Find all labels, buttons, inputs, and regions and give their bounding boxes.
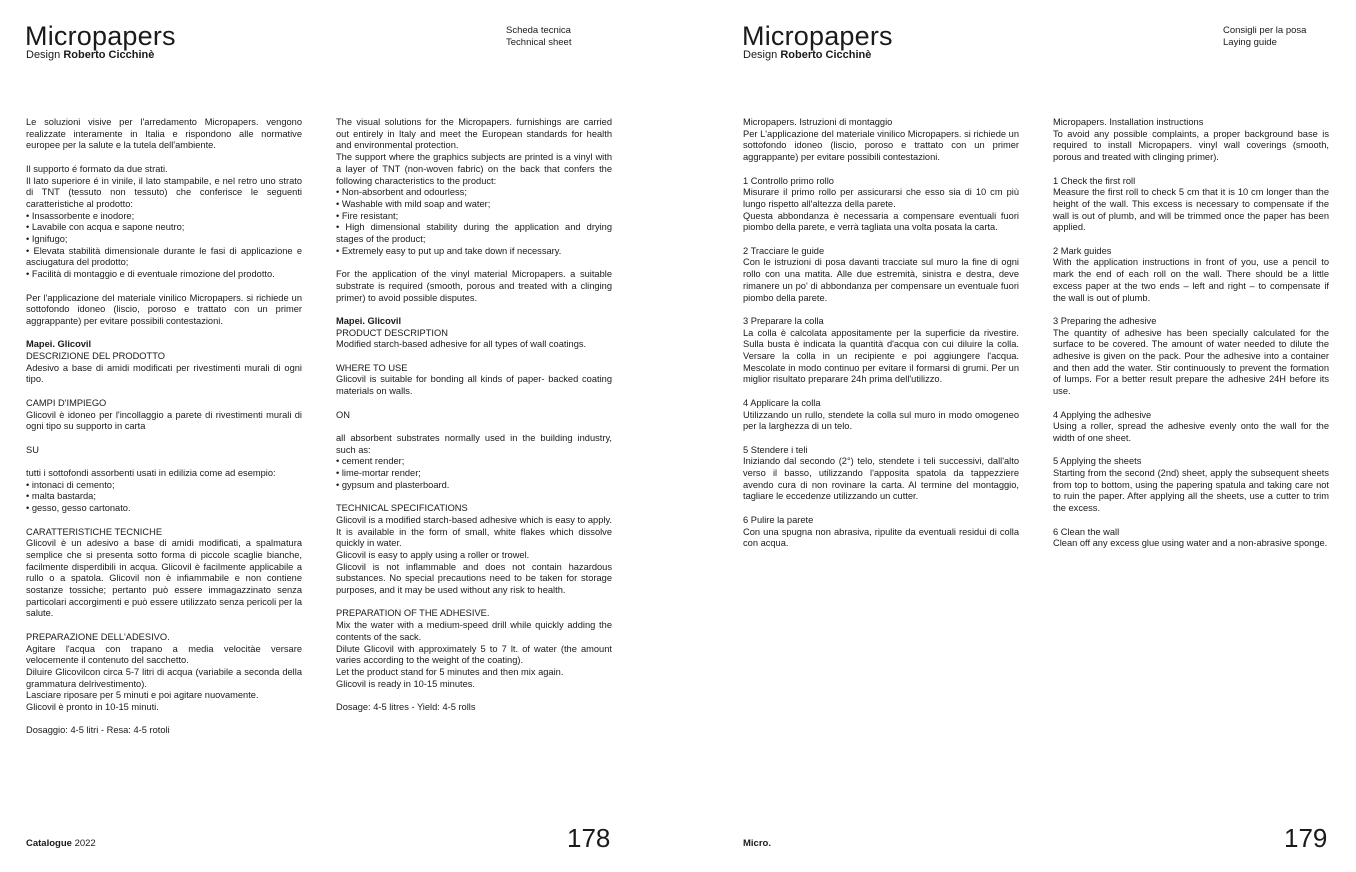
text-line: Glicovil è un adesivo a base di amidi modificati, a spalmatura semplice che si presenta sotto forma di piccole scaglie bianche, facilmente disperdibili in acqua. Glicovil è facilmente applicabile a rullo o a spatola. Glicovil non è infiammabile e non contiene sostanze tossiche; pertanto può essere immagazzinato senza particolari accorgimenti e può essere utilizzato senza pericoli per la salute.	[26, 538, 302, 619]
text-line: PRODUCT DESCRIPTION	[336, 327, 448, 338]
footer-year: 2022	[74, 838, 96, 849]
text-line: • Fire resistant;	[336, 210, 399, 221]
text-line: • gesso, gesso cartonato.	[26, 503, 131, 514]
text-line: 2 Mark guides	[1053, 245, 1112, 256]
text-line: • Elevata stabilità dimensionale durante le fasi di applicazione e asciugatura del prodotto;	[26, 245, 302, 268]
paragraph	[1053, 176, 1329, 235]
text-line: Micropapers. Istruzioni di montaggio	[743, 117, 893, 127]
text-line: 1 Controllo primo rollo	[743, 175, 834, 186]
text-line: • Washable with mild soap and water;	[336, 198, 491, 209]
text-line: Per l'applicazione del materiale vinilico Micropapers. si richiede un sottofondo idoneo (liscio, poroso e trattato con un primer aggrappante) per evitare possibili contestazioni.	[26, 292, 302, 326]
designer-name: Roberto Cicchinè	[780, 49, 872, 61]
paragraph	[743, 515, 1019, 550]
text-line: The quantity of adhesive has been specially calculated for the surface to be covered. The amount of water needed to dilute the adhesive is given on the pack. Pour the adhesive into a container and then add the water. Stir continuously to prevent the formation of lumps. For a better result prepare the adhesive 24H before its use.	[1053, 327, 1329, 397]
text-line: Micropapers. Installation instructions	[1053, 117, 1204, 127]
text-line: La colla è calcolata appositamente per la superficie da rivestire. Sulla busta è indicata la quantità d'acqua con cui diluire la colla. Versare la colla in un recipiente e poi aggiungere l'acqua. Mescolate in modo continuo per evitare il formarsi di grumi. Per un miglior risultato preparare 24h prima dell'utilizzo.	[743, 327, 1019, 385]
paragraph	[743, 398, 1019, 433]
text-line: SU	[26, 444, 39, 455]
paragraph	[743, 316, 1019, 386]
sheet-label	[1223, 25, 1306, 49]
text-line: • Non-absorbent and odourless;	[336, 187, 467, 198]
paragraph	[743, 176, 1019, 235]
text-line: 4 Applicare la colla	[743, 397, 821, 408]
text-line: Glicovil is easy to apply using a roller or trowel.	[336, 549, 530, 560]
text-line: • intonaci di cemento;	[26, 479, 115, 490]
text-line: Con una spugna non abrasiva, ripulite da eventuali residui di colla con acqua.	[743, 526, 1019, 549]
text-line: all absorbent substrates normally used in the building industry, such as:	[336, 432, 612, 455]
text-line: Il lato superiore é in vinile, il lato stampabile, e nel retro uno strato di TNT (tessuto non tessuto) che conferisce le seguenti caratteristiche al prodotto:	[26, 175, 302, 209]
text-line: • cement render;	[336, 456, 405, 467]
text-line: 6 Pulire la parete	[743, 514, 814, 525]
paragraph	[1053, 410, 1329, 445]
paragraph	[26, 398, 302, 433]
text-line: CAMPI D'IMPIEGO	[26, 397, 107, 408]
page-number: 178	[567, 823, 611, 853]
text-line: To avoid any possible complaints, a proper background base is required to install Micropapers. vinyl wall coverings (smooth, porous and treated with clinging primer).	[1053, 128, 1329, 163]
text-line: 5 Applying the sheets	[1053, 456, 1142, 467]
paragraph	[1053, 117, 1329, 164]
text-line: Using a roller, spread the adhesive evenly onto the wall for the width of one sheet.	[1053, 421, 1329, 443]
text-line: TECHNICAL SPECIFICATIONS	[336, 503, 468, 514]
text-line: Glicovil è idoneo per l'incollaggio a parete di rivestimenti murali di ogni tipo su supporto in carta	[26, 409, 302, 432]
text-line: Starting from the second (2nd) sheet, apply the subsequent sheets from top to bottom, using the papering spatula and taking care not to ruin the paper. After applying all the sheets, use a cutter to trim the excess.	[1053, 468, 1329, 514]
text-column-italian	[743, 117, 1019, 550]
text-line: DESCRIZIONE DEL PRODOTTO	[26, 351, 165, 362]
text-line: WHERE TO USE	[336, 362, 408, 373]
text-line: 4 Applying the adhesive	[1053, 409, 1152, 420]
footer-catalogue: Catalogue	[26, 838, 72, 849]
text-line: 6 Clean the wall	[1053, 526, 1120, 537]
text-line: 2 Tracciare le guide	[743, 245, 825, 256]
paragraph	[1053, 316, 1329, 398]
paragraph	[26, 164, 302, 281]
paragraph	[336, 608, 612, 690]
product-heading: Mapei. Glicovil	[26, 339, 92, 350]
text-line: Modified starch-based adhesive for all types of wall coatings.	[336, 339, 587, 350]
footer-micro: Micro.	[743, 838, 771, 849]
sheet-label-en: Laying guide	[1223, 37, 1277, 48]
brand-title: Micropapers	[742, 21, 893, 51]
text-line: Clean off any excess glue using water and a non-abrasive sponge.	[1053, 538, 1328, 549]
text-line: • Facilità di montaggio e di eventuale rimozione del prodotto.	[26, 269, 275, 280]
footer-label	[26, 839, 96, 849]
paragraph	[26, 468, 302, 515]
paragraph	[743, 445, 1019, 504]
footer-label	[743, 839, 771, 849]
designer-credit	[743, 50, 871, 61]
paragraph	[336, 363, 612, 398]
text-line: Glicovil is not inflammable and does not contain hazardous substances. No special precautions need to be taken for storage purposes, and it may be used without any risk to health.	[336, 561, 612, 596]
text-line: Measure the first roll to check 5 cm that it is 10 cm longer than the height of the wall. This excess is necessary to compensate if the wall is out of plumb, and will be trimmed once the paper has been applied.	[1053, 187, 1329, 233]
text-line: Il supporto é formato da due strati.	[26, 163, 168, 174]
paragraph	[1053, 246, 1329, 305]
paragraph	[336, 702, 612, 714]
text-line: Lasciare riposare per 5 minuti e poi agitare nuovamente.	[26, 690, 259, 701]
text-line: Per L'applicazione del materiale vinilico Micropapers. si richiede un sottofondo idoneo (liscio, poroso e trattato con un primer aggrappante) per evitare possibili contestazioni.	[743, 128, 1019, 163]
text-line: Glicovil è pronto in 10-15 minuti.	[26, 702, 159, 713]
text-line: Dosaggio: 4-5 litri - Resa: 4-5 rotoli	[26, 725, 170, 736]
text-line: Dilute Glicovil with approximately 5 to 7 lt. of water (the amount varies according to the weight of the coating).	[336, 643, 612, 666]
text-column-italian	[26, 117, 302, 737]
paragraph	[336, 503, 612, 597]
paragraph	[336, 316, 612, 351]
paragraph	[26, 445, 302, 457]
design-prefix: Design	[743, 49, 778, 61]
text-line: 5 Stendere i teli	[743, 444, 808, 455]
text-line: Diluire Glicovilcon circa 5-7 litri di acqua (variabile a seconda della grammatura delrivestimento).	[26, 666, 302, 689]
text-line: Dosage: 4-5 litres - Yield: 4-5 rolls	[336, 702, 476, 713]
paragraph	[26, 117, 302, 152]
text-line: Misurare il primo rollo per assicurarsi che esso sia di 10 cm più lungo rispetto all'altezza della parete.	[743, 187, 1019, 209]
text-line: Let the product stand for 5 minutes and then mix again.	[336, 666, 564, 677]
text-column-english	[1053, 117, 1329, 550]
designer-name: Roberto Cicchinè	[63, 49, 155, 61]
text-line: • Ignifugo;	[26, 234, 68, 245]
text-line: Con le istruzioni di posa davanti tracciate sul muro la fine di ogni rollo con una matita. Alle due estremità, sinistra e destra, deve rimanere un po' di abbondanza per compensare un eventuale fuori piombo della parete.	[743, 257, 1019, 303]
text-column-english	[336, 117, 612, 714]
paragraph	[336, 117, 612, 257]
text-line: Agitare l'acqua con trapano a media velocitàe versare velocemente il contenuto del sacchetto.	[26, 643, 302, 666]
text-line: • Insassorbente e inodore;	[26, 210, 135, 221]
text-line: ON	[336, 409, 350, 420]
paragraph	[1053, 527, 1329, 550]
text-line: Glicovil is ready in 10-15 minutes.	[336, 678, 475, 689]
text-line: Glicovil is suitable for bonding all kinds of paper- backed coating materials on walls.	[336, 374, 612, 397]
text-line: PREPARAZIONE DELL'ADESIVO.	[26, 631, 170, 642]
paragraph	[26, 632, 302, 714]
designer-credit	[26, 50, 154, 61]
text-line: The support where the graphics subjects are printed is a vinyl with a layer of TNT (non-woven fabric) on the back that confers the following characteristics to the product:	[336, 152, 612, 186]
text-line: 1 Check the first roll	[1053, 175, 1136, 186]
text-line: • gypsum and plasterboard.	[336, 479, 450, 490]
text-line: • malta bastarda;	[26, 491, 96, 502]
text-line: Adesivo a base di amidi modificati per rivestimenti murali di ogni tipo.	[26, 362, 302, 385]
text-line: 3 Preparing the adhesive	[1053, 315, 1157, 326]
text-line: PREPARATION OF THE ADHESIVE.	[336, 608, 490, 619]
text-line: The visual solutions for the Micropapers. furnishings are carried out entirely in Italy and meet the European standards for health and environmental protection.	[336, 117, 612, 151]
sheet-label-it: Consigli per la posa	[1223, 25, 1307, 36]
text-line: • lime-mortar render;	[336, 468, 421, 479]
paragraph	[336, 410, 612, 422]
brand-title: Micropapers	[25, 21, 176, 51]
text-line: Mix the water with a medium-speed drill while quickly adding the contents of the sack.	[336, 620, 612, 642]
text-line: With the application instructions in front of you, use a pencil to mark the end of each roll on the wall. There should be a little excess paper at the two ends – left and right – to compensate if the wall is out of plumb.	[1053, 257, 1329, 303]
text-line: CARATTERISTICHE TECNICHE	[26, 526, 163, 537]
paragraph	[743, 246, 1019, 305]
sheet-label-en: Technical sheet	[506, 37, 572, 48]
paragraph	[1053, 456, 1329, 515]
text-line: For the application of the vinyl material Micropapers. a suitable substrate is required (smooth, porous and treated with a clinging primer) to avoid possible disputes.	[336, 269, 612, 303]
text-line: • Extremely easy to put up and take down if necessary.	[336, 245, 562, 256]
sheet-label	[506, 25, 571, 49]
design-prefix: Design	[26, 49, 61, 61]
text-line: Iniziando dal secondo (2°) telo, stendete i teli successivi, dall'alto verso il basso, utilizzando l'apposita spatola da tappezziere avendo cura di non rovinare la carta. Al termine del montaggio, tagliare le eccedenze utilizzando un cutter.	[743, 456, 1019, 502]
paragraph	[26, 527, 302, 621]
text-line: Glicovil is a modified starch-based adhesive which is easy to apply. It is available in the form of small, white flakes which dissolve quickly in water.	[336, 514, 612, 549]
paragraph	[26, 725, 302, 737]
text-line: Utilizzando un rullo, stendete la colla sul muro in modo omogeneo per la larghezza di un telo.	[743, 409, 1019, 432]
text-line: 3 Preparare la colla	[743, 315, 824, 326]
text-line: • Lavabile con acqua e sapone neutro;	[26, 222, 185, 233]
page-number: 179	[1284, 823, 1328, 853]
paragraph	[26, 293, 302, 328]
paragraph	[336, 269, 612, 304]
sheet-label-it: Scheda tecnica	[506, 25, 571, 36]
paragraph	[26, 339, 302, 386]
product-heading: Mapei. Glicovil	[336, 315, 402, 326]
text-line: Questa abbondanza è necessaria a compensare eventuali fuori piombo della parete, e verrà tagliata una volta posata la carta.	[743, 210, 1019, 233]
text-line: tutti i sottofondi assorbenti usati in edilizia come ad esempio:	[26, 468, 276, 478]
text-line: Le soluzioni visive per l'arredamento Micropapers. vengono realizzate interamente in Italia e rispondono alle normative europee per la salute e la tutela dell'ambiente.	[26, 117, 302, 151]
text-line: • High dimensional stability during the application and drying stages of the product;	[336, 222, 612, 245]
paragraph	[336, 433, 612, 492]
paragraph	[743, 117, 1019, 164]
